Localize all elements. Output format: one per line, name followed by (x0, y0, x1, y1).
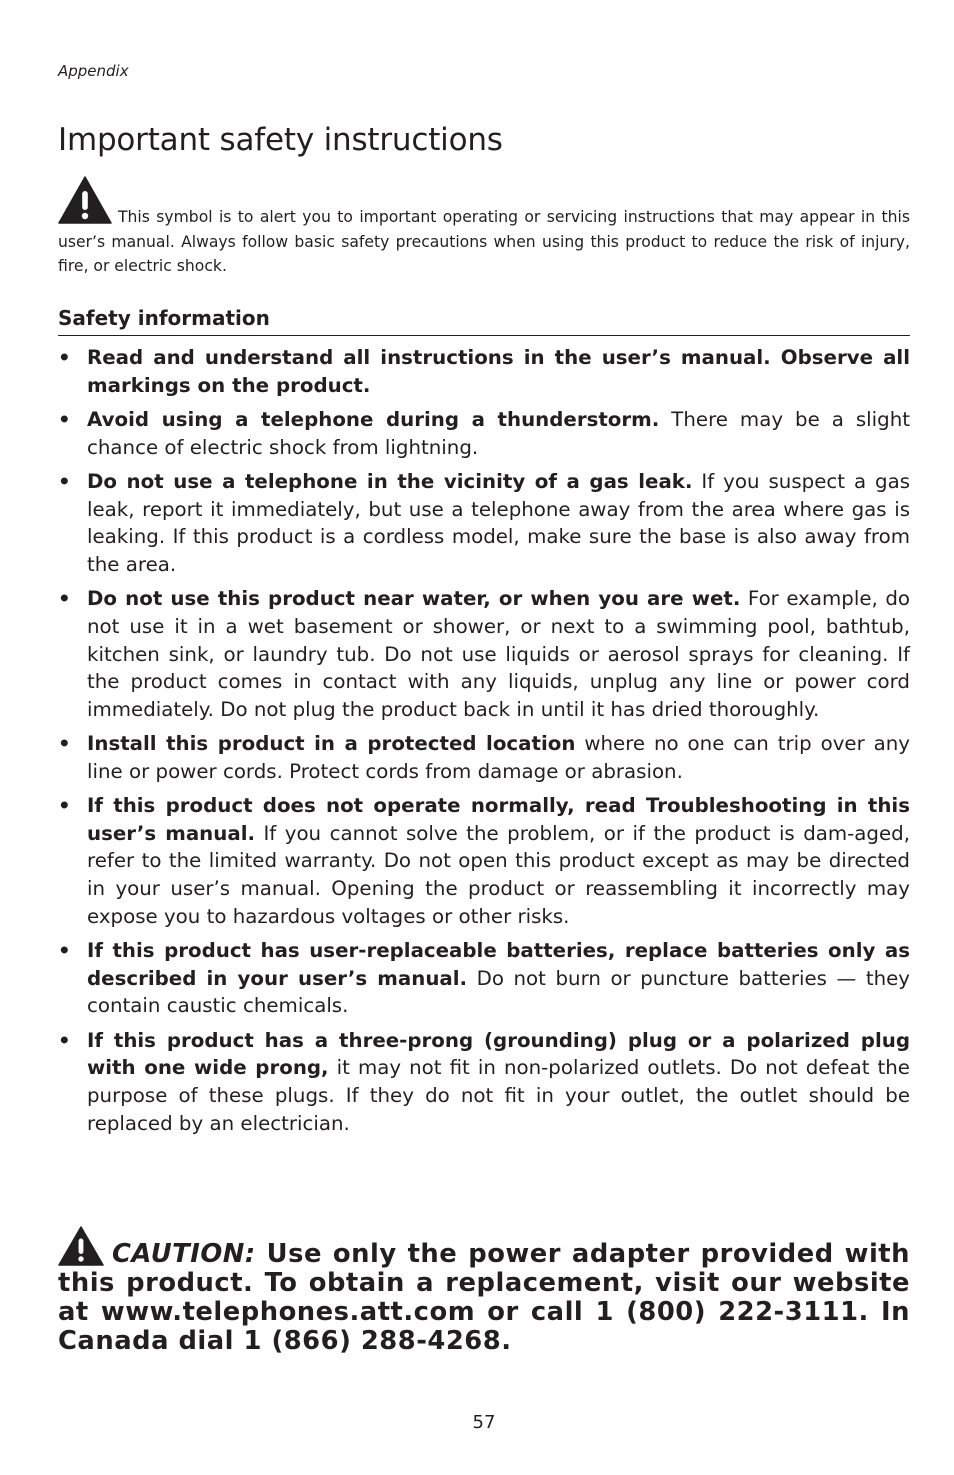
bullet-icon: • (58, 1028, 71, 1052)
safety-item (58, 792, 910, 931)
bullet-icon: • (58, 587, 71, 611)
safety-item-text: For example, do not use it in a wet basement or shower, or next to a swimming pool, bathtub, kitchen sink, or laundry tub. Do not use liquids or aerosol sprays for cleaning. If the product comes in contact with any liquids, unplug any line or power cord immediately. Do not plug the product back in until it has dried thoroughly. (87, 587, 910, 721)
safety-item (58, 730, 910, 785)
safety-item-bold: Do not use this product near water, or when you are wet. (87, 587, 741, 611)
bullet-icon: • (58, 939, 71, 963)
safety-item-text: it may not fit in non-polarized outlets. Do not defeat the purpose of these plugs. If they do not fit in your outlet, the outlet should be replaced by an electrician. (87, 1056, 910, 1135)
warning-triangle-icon (58, 176, 112, 224)
caution-label: CAUTION: (112, 1239, 256, 1269)
safety-item-text: There may be a slight chance of electric shock from lightning. (87, 407, 910, 459)
bullet-icon: • (58, 407, 71, 431)
safety-item-text: Do not burn or puncture batteries — they contain caustic chemicals. (87, 966, 910, 1018)
bullet-icon: • (58, 346, 71, 369)
safety-item (58, 585, 910, 724)
safety-item-bold: Avoid using a telephone during a thunderstorm. (87, 407, 660, 431)
safety-item (58, 468, 910, 579)
safety-item (58, 1027, 910, 1138)
safety-item (58, 344, 910, 399)
safety-list (58, 344, 910, 1144)
safety-item-text: If you suspect a gas leak, report it immediately, but use a telephone away from the area where gas is leaking. If this product is a cordless model, make sure the base is also away from the area. (87, 469, 911, 576)
bullet-icon: • (58, 732, 71, 756)
safety-item-bold: If this product does not operate normally, read Troubleshooting in this user’s manual. (87, 794, 910, 845)
bullet-icon: • (58, 469, 71, 493)
bullet-icon: • (58, 794, 71, 818)
intro-paragraph (58, 174, 910, 279)
safety-item (58, 406, 910, 461)
page-number: 57 (472, 1412, 496, 1433)
safety-item-text: If you cannot solve the problem, or if the product is dam-aged, refer to the limited warranty. Do not open this product except as may be directed in your user’s manual. Opening the product or reassembling it incorrectly may expose you to hazardous voltages or other risks. (87, 821, 910, 928)
safety-item-bold: Install this product in a protected location (87, 732, 576, 756)
section-label: Appendix (58, 62, 129, 80)
caution-notice (58, 1222, 910, 1356)
warning-triangle-icon (58, 1226, 104, 1266)
safety-item-bold: Do not use a telephone in the vicinity of a gas leak. (87, 469, 693, 493)
intro-text: This symbol is to alert you to important operating or servicing instructions that may appear in this user’s manual. Always follow basic safety precautions when using this product to reduce the risk of injury, fire, or electric shock. (58, 208, 910, 275)
safety-item-bold: If this product has a three-prong (grounding) plug or a polarized plug with one wide prong, (87, 1028, 910, 1080)
safety-item-bold: If this product has user-replaceable batteries, replace batteries only as described in your user’s manual. (87, 939, 910, 990)
page-title: Important safety instructions (58, 122, 503, 158)
safety-item-text: where no one can trip over any line or power cords. Protect cords from damage or abrasion. (87, 732, 910, 783)
caution-text: Use only the power adapter provided with this product. To obtain a replacement, visit our website at www.telephones.att.com or call 1 (800) 222-3111. In Canada dial 1 (866) 288-4268. (58, 1239, 910, 1356)
safety-information-heading: Safety information (58, 306, 910, 336)
safety-item-bold: Read and understand all instructions in the user’s manual. Observe all markings on the product. (87, 346, 910, 397)
safety-item (58, 937, 910, 1020)
